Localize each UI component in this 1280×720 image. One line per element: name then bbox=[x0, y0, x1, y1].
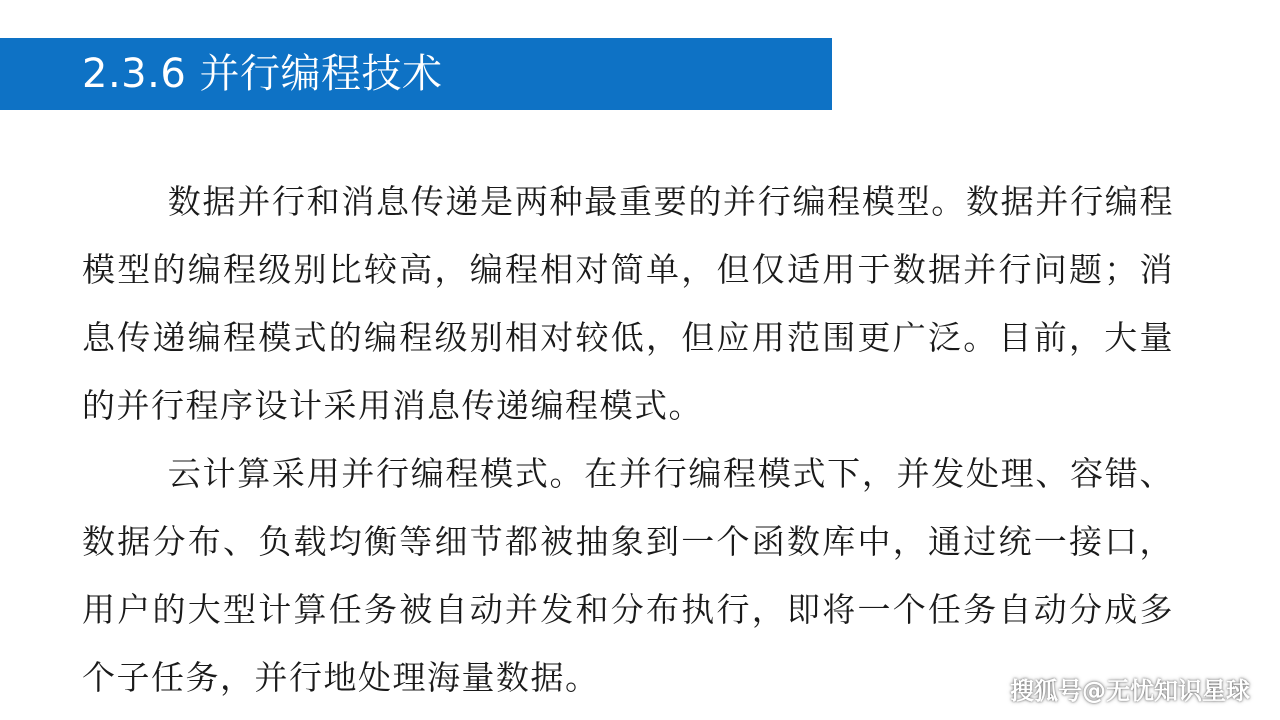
slide-title: 2.3.6 并行编程技术 bbox=[82, 51, 443, 97]
paragraph-1: 数据并行和消息传递是两种最重要的并行编程模型。数据并行编程模型的编程级别比较高，编程相对简单，但仅适用于数据并行问题；消息传递编程模式的编程级别相对较低，但应用范围更广泛。目前，大量的并行程序设计采用消息传递编程模式。 bbox=[82, 182, 1174, 425]
paragraph-2: 云计算采用并行编程模式。在并行编程模式下，并发处理、容错、数据分布、负载均衡等细节都被抽象到一个函数库中，通过统一接口，用户的大型计算任务被自动并发和分布执行，即将一个任务自动分成多个子任务，并行地处理海量数据。 bbox=[82, 454, 1174, 697]
title-bar bbox=[0, 38, 832, 110]
watermark: 搜狐号@无忧知识星球 bbox=[1010, 677, 1250, 705]
slide-body bbox=[82, 168, 1174, 712]
